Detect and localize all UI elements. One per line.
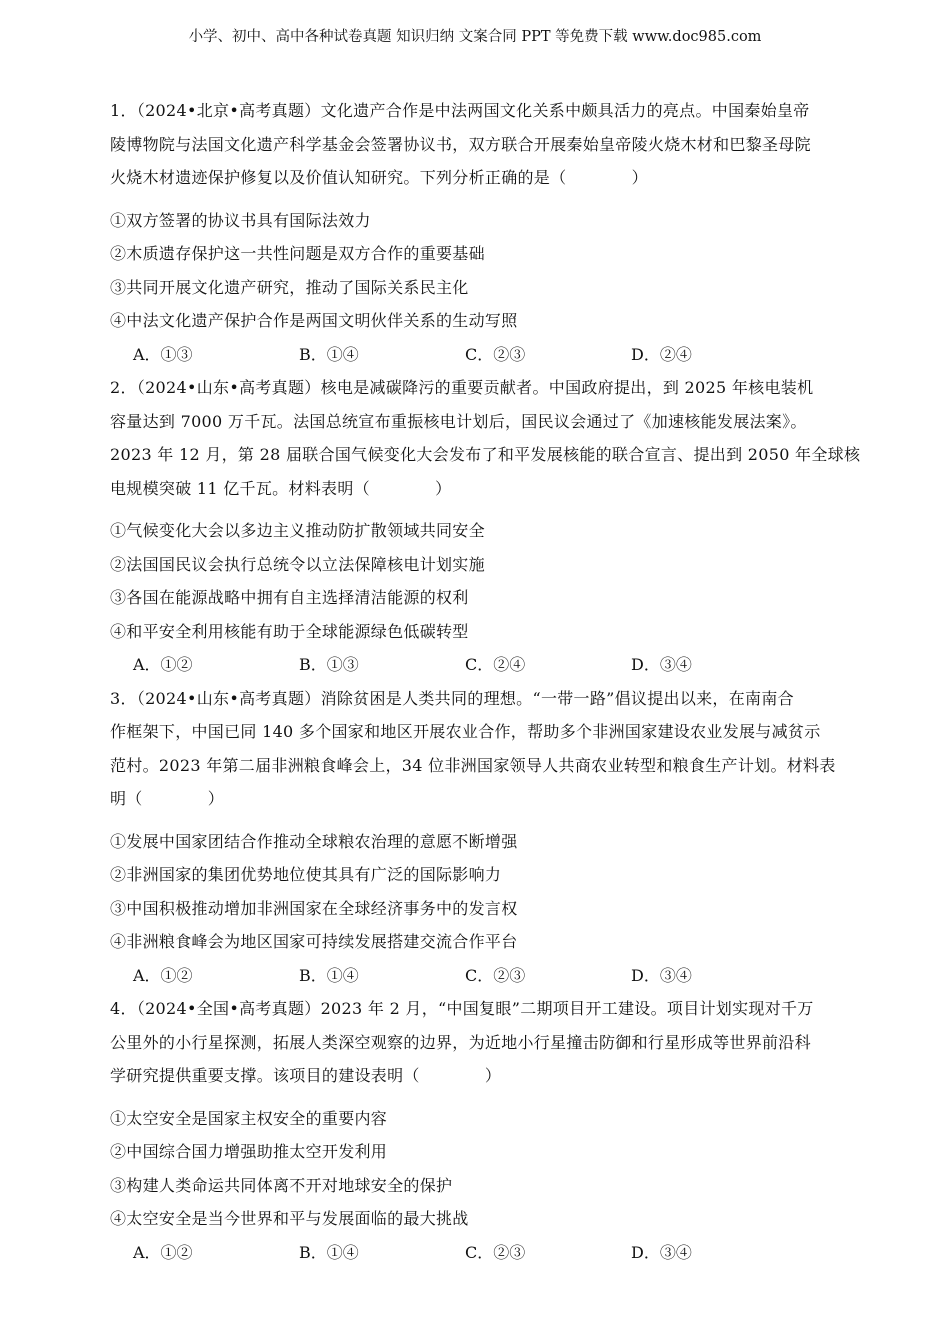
answer-choice: D．②④	[631, 344, 692, 364]
statement-list	[110, 828, 845, 996]
question	[110, 97, 845, 374]
question-stem-line: 2．（2024•山东•高考真题）核电是减碳降污的重要贡献者。中国政府提出，到 2025 年核电装机	[110, 378, 814, 397]
answer-choice: B．①④	[299, 1242, 359, 1262]
statement-list	[110, 1105, 845, 1273]
question-stem-line: 火烧木材遗迹保护修复以及价值认知研究。下列分析正确的是（ ）	[110, 168, 648, 187]
answer-choice: A．①②	[133, 1242, 193, 1262]
answer-choice: D．③④	[631, 965, 692, 985]
statement-item: ③各国在能源战略中拥有自主选择清洁能源的权利	[110, 588, 469, 607]
answer-choices	[110, 341, 845, 375]
question-stem-line: 明（ ）	[110, 789, 225, 808]
answer-choice: D．③④	[631, 1242, 692, 1262]
answer-choices	[110, 1239, 845, 1273]
statement-item: ④中法文化遗产保护合作是两国文明伙伴关系的生动写照	[110, 311, 518, 330]
statement-item: ④和平安全利用核能有助于全球能源绿色低碳转型	[110, 621, 469, 641]
statement-item: ③共同开展文化遗产研究，推动了国际关系民主化	[110, 277, 469, 297]
answer-choices	[110, 962, 845, 996]
statement-item: ③中国积极推动增加非洲国家在全球经济事务中的发言权	[110, 898, 518, 918]
answer-choice: B．①③	[299, 655, 359, 674]
question-stem-line: 陵博物院与法国文化遗产科学基金会签署协议书，双方联合开展秦始皇帝陵火烧木材和巴黎圣母院	[110, 134, 811, 154]
answer-choice: C．②③	[465, 344, 526, 364]
statement-item: ①太空安全是国家主权安全的重要内容	[110, 1108, 388, 1128]
answer-choices	[110, 651, 845, 685]
question-stem-line: 范村。2023 年第二届非洲粮食峰会上，34 位非洲国家领导人共商农业转型和粮食生产计划。材料表	[110, 755, 836, 775]
page-header: 小学、初中、高中各种试卷真题 知识归纳 文案合同 PPT 等免费下载 www.doc985.com	[188, 29, 762, 45]
question-stem-line: 4．（2024•全国•高考真题）2023 年 2 月，“中国复眼”二期项目开工建设。项目计划实现对千万	[110, 999, 814, 1018]
statement-item: ④非洲粮食峰会为地区国家可持续发展搭建交流合作平台	[110, 932, 518, 951]
question-stem-line: 1．（2024•北京•高考真题）文化遗产合作是中法两国文化关系中颇具活力的亮点。中国秦始皇帝	[110, 101, 810, 120]
statement-item: ③构建人类命运共同体离不开对地球安全的保护	[110, 1175, 453, 1195]
question	[110, 374, 861, 685]
question-stem-line: 学研究提供重要支撑。该项目的建设表明（ ）	[110, 1066, 502, 1085]
statement-item: ④太空安全是当今世界和平与发展面临的最大挑战	[110, 1209, 469, 1228]
statement-item: ①气候变化大会以多边主义推动防扩散领域共同安全	[110, 521, 485, 540]
question-stem-line: 电规模突破 11 亿千瓦。材料表明（ ）	[110, 478, 452, 498]
question-stem-line: 容量达到 7000 万千瓦。法国总统宣布重振核电计划后，国民议会通过了《加速核能发展法案》。	[110, 411, 807, 431]
question	[110, 685, 845, 996]
question-stem-line: 公里外的小行星探测，拓展人类深空观察的边界，为近地小行星撞击防御和行星形成等世界前沿科	[110, 1032, 811, 1052]
answer-choice: A．①②	[133, 965, 193, 985]
answer-choice: C．②③	[465, 1242, 526, 1262]
statement-item: ②木质遗存保护这一共性问题是双方合作的重要基础	[110, 244, 485, 263]
statement-item: ②非洲国家的集团优势地位使其具有广泛的国际影响力	[110, 865, 502, 884]
answer-choice: C．②④	[465, 655, 526, 674]
answer-choice: A．①③	[133, 344, 193, 364]
answer-choice: C．②③	[465, 965, 526, 985]
question-list	[110, 97, 861, 1272]
answer-choice: B．①④	[299, 344, 359, 364]
statement-item: ①发展中国家团结合作推动全球粮农治理的意愿不断增强	[110, 831, 518, 851]
question-stem-line: 3．（2024•山东•高考真题）消除贫困是人类共同的理想。“一带一路”倡议提出以来，在南南合	[110, 688, 794, 708]
statement-list	[110, 207, 845, 375]
statement-item: ②法国国民议会执行总统令以立法保障核电计划实施	[110, 554, 485, 574]
answer-choice: B．①④	[299, 965, 359, 985]
answer-choice: D．③④	[631, 655, 692, 674]
statement-item: ②中国综合国力增强助推太空开发利用	[110, 1142, 388, 1161]
question	[110, 995, 845, 1272]
question-stem-line: 作框架下，中国已同 140 多个国家和地区开展农业合作，帮助多个非洲国家建设农业发展与减贫示	[110, 722, 821, 741]
answer-choice: A．①②	[133, 655, 193, 674]
statement-item: ①双方签署的协议书具有国际法效力	[110, 210, 371, 230]
statement-list	[110, 517, 845, 685]
question-stem-line: 2023 年 12 月，第 28 届联合国气候变化大会发布了和平发展核能的联合宣言、提出到 2050 年全球核	[110, 445, 861, 464]
